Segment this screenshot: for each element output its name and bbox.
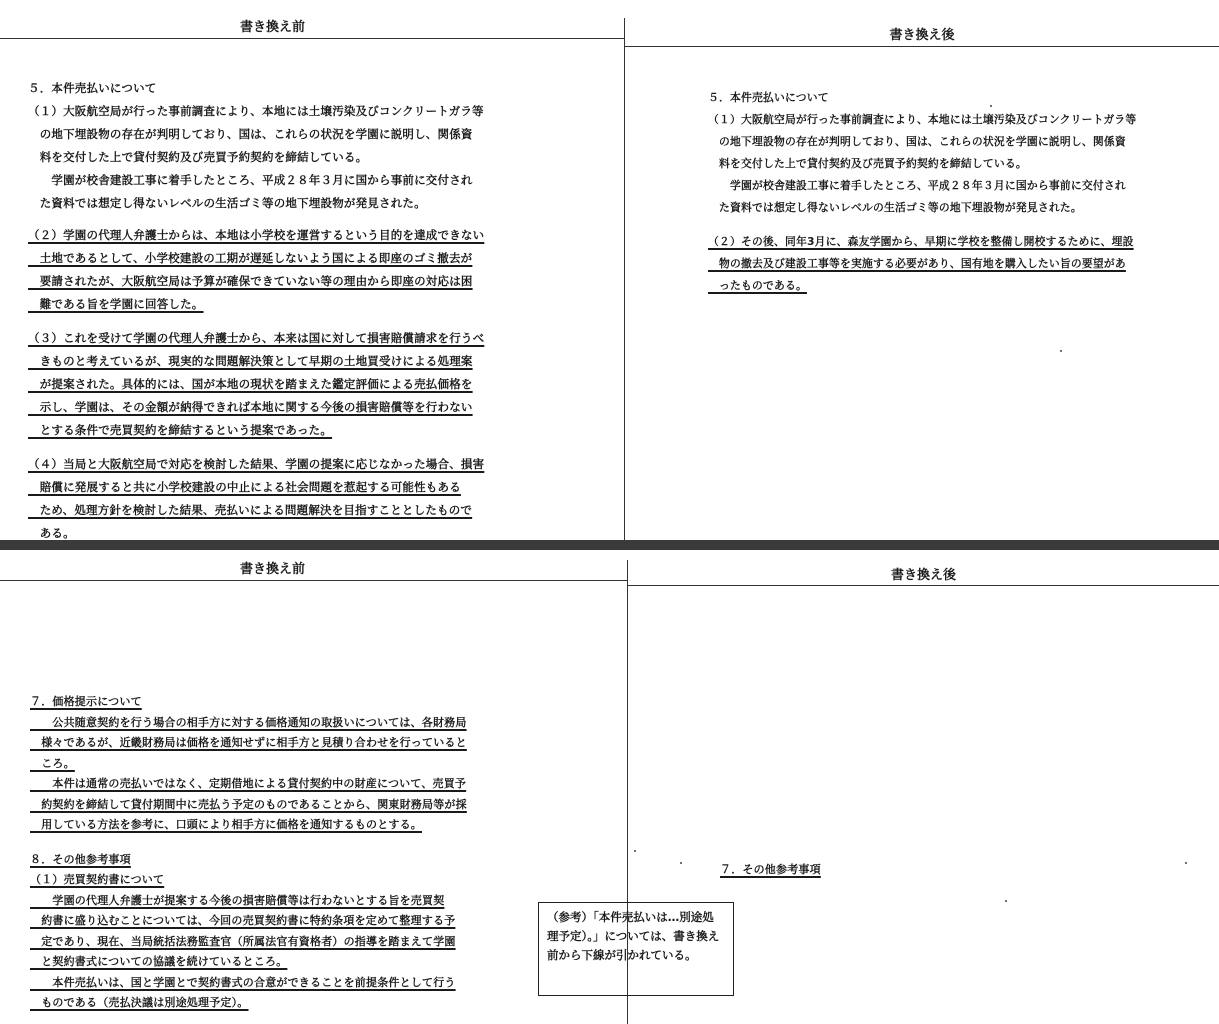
scan-speck (165, 517, 167, 519)
before-para1-line: （１）大阪航空局が行った事前調査により、本地には土壌汚染及びコンクリートガラ等 (28, 104, 484, 118)
before-para4-line: （４）当局と大阪航空局で対応を検討した結果、学園の提案に応じなかった場合、損害 (28, 457, 485, 471)
section-8-heading: ８．その他参考事項 (30, 852, 131, 866)
subsection-1-heading: （１）売買契約書について (30, 873, 165, 886)
after-para1-line: （１）大阪航空局が行った事前調査により、本地には土壌汚染及びコンクリートガラ等 (708, 113, 1137, 126)
header-rule-right (625, 46, 1219, 47)
header-rule-left (0, 580, 628, 581)
before-para2-line: 難である旨を学園に回答した。 (28, 297, 204, 311)
before-para3-line: が提案された。具体的には、国が本地の現状を踏まえた鑑定評価による売払価格を (28, 377, 473, 391)
before-para8-line: 約書に盛り込むことについては、今回の売買契約書に特約条項を定めて整理する予 (30, 914, 456, 927)
scan-speck (634, 850, 636, 852)
before-para1-line: 料を交付した上で貸付契約及び売買予約契約を締結している。 (28, 150, 368, 164)
before-text-column (28, 77, 608, 545)
header-before: 書き換え前 (239, 562, 305, 577)
after-text-column (720, 858, 1020, 881)
after-para2-line: 物の撤去及び建設工事等を実施する必要があり、国有地を購入したい旨の要望があ (708, 257, 1126, 270)
before-para7-line: 本件は通常の売払いではなく、定期借地による貸付契約中の財産について、売買予 (30, 777, 467, 790)
header-after: 書き換え後 (889, 28, 955, 43)
before-para3-line: とする条件で売買契約を締結するという提案であった。 (28, 423, 333, 437)
before-para2-line: 要請されたが、大阪航空局は予算が確保できていない等の理由から即座の対応は困 (28, 274, 473, 288)
before-para8-line: と契約書式についての協議を続けているところ。 (30, 955, 288, 968)
after-para1-line: た資料では想定し得ないレベルの生活ゴミ等の地下埋設物が発見された。 (708, 201, 1082, 214)
scan-speck (680, 862, 682, 864)
before-para7-line: 様々であるが、近畿財務局は価格を通知せずに相手方と見積り合わせを行っていると (30, 736, 467, 749)
section-5-heading-after: ５．本件売払いについて (708, 91, 829, 104)
before-para7-line: 用している方法を参考に、口頭により相手方に価格を通知するものとする。 (30, 818, 422, 831)
before-para8-line: 学園の代理人弁護士が提案する今後の損害賠償等は行わないとする旨を売買契 (30, 893, 445, 907)
header-rule-right (628, 585, 1219, 586)
scan-speck (1185, 862, 1187, 864)
header-after: 書き換え後 (890, 568, 956, 583)
after-text-column (708, 87, 1198, 297)
after-para2-line: ったものである。 (708, 279, 807, 292)
before-para3-line: 示し、学園は、その金額が納得できれば本地に関する今後の損害賠償等を行わない (28, 400, 473, 414)
section-7-heading: ７．価格提示について (30, 695, 142, 708)
header-rule-left (0, 38, 625, 39)
after-para1-line: 料を交付した上で貸付契約及び売買予約契約を締結している。 (708, 157, 1027, 170)
before-para4-line: 賠償に発展すると共に小学校建設の中止による社会問題を惹起する可能性もある (28, 480, 461, 494)
before-para3-line: （３）これを受けて学園の代理人弁護士から、本来は国に対して損害賠償請求を行うべ (28, 331, 485, 345)
before-para1-line: た資料では想定し得ないレベルの生活ゴミ等の地下埋設物が発見された。 (28, 196, 426, 210)
before-text-column (30, 692, 550, 1014)
before-para1-line: の地下埋設物の存在が判明しており、国は、これらの状況を学園に説明し、関係資 (28, 127, 473, 141)
before-para8-line: 定であり、現在、当局統括法務監査官（所属法官有資格者）の指導を踏まえて学園 (30, 934, 456, 948)
before-para1-line: 学園が校舎建設工事に着手したところ、平成２８年３月に国から事前に交付され (28, 173, 473, 187)
before-para2-line: （２）学園の代理人弁護士からは、本地は小学校を運営するという目的を達成できない (28, 228, 485, 242)
section-7-heading-after: ７．その他参考事項 (720, 863, 821, 876)
column-divider (624, 18, 625, 540)
before-para4-line: ため、処理方針を検討した結果、売払いによる問題解決を目指すこととしたもので (28, 503, 473, 517)
before-para7-line: 公共随意契約を行う場合の相手方に対する価格通知の取扱いについては、各財務局 (30, 715, 467, 729)
reference-note: （参考）「本件売払いは…別途処理予定）。」については、書き換え前から下線が引かれている。 (538, 902, 734, 996)
before-para7-line: ころ。 (30, 756, 75, 770)
panel-separator (0, 540, 1219, 550)
before-para8-line: 本件売払いは、国と学園とで契約書式の合意ができることを前提条件として行う (30, 975, 456, 989)
after-para1-line: 学園が校舎建設工事に着手したところ、平成２８年３月に国から事前に交付され (708, 179, 1126, 192)
scan-speck (990, 105, 992, 107)
scan-speck (1005, 900, 1007, 902)
header-before: 書き換え前 (239, 20, 305, 35)
before-para7-line: 約契約を締結して貸付期間中に売払う予定のものであることから、関東財務局等が採 (30, 797, 467, 811)
section-5-heading: ５．本件売払いについて (28, 81, 157, 95)
bottom-comparison-panel (0, 550, 1219, 1024)
after-para2-line: （２）その後、同年3月に、森友学園から、早期に学校を整備し開校するために、埋設 (708, 235, 1134, 248)
scan-speck (1060, 350, 1062, 352)
before-para4-line: ある。 (28, 526, 75, 540)
before-para3-line: きものと考えているが、現実的な問題解決策として早期の土地買受けによる処理案 (28, 354, 473, 368)
before-para8-line: ものである（売払決議は別途処理予定）。 (30, 996, 249, 1009)
before-para2-line: 土地であるとして、小学校建設の工期が遅延しないよう国による即座のゴミ撤去が (28, 251, 473, 265)
after-para1-line: の地下埋設物の存在が判明しており、国は、これらの状況を学園に説明し、関係資 (708, 135, 1126, 148)
